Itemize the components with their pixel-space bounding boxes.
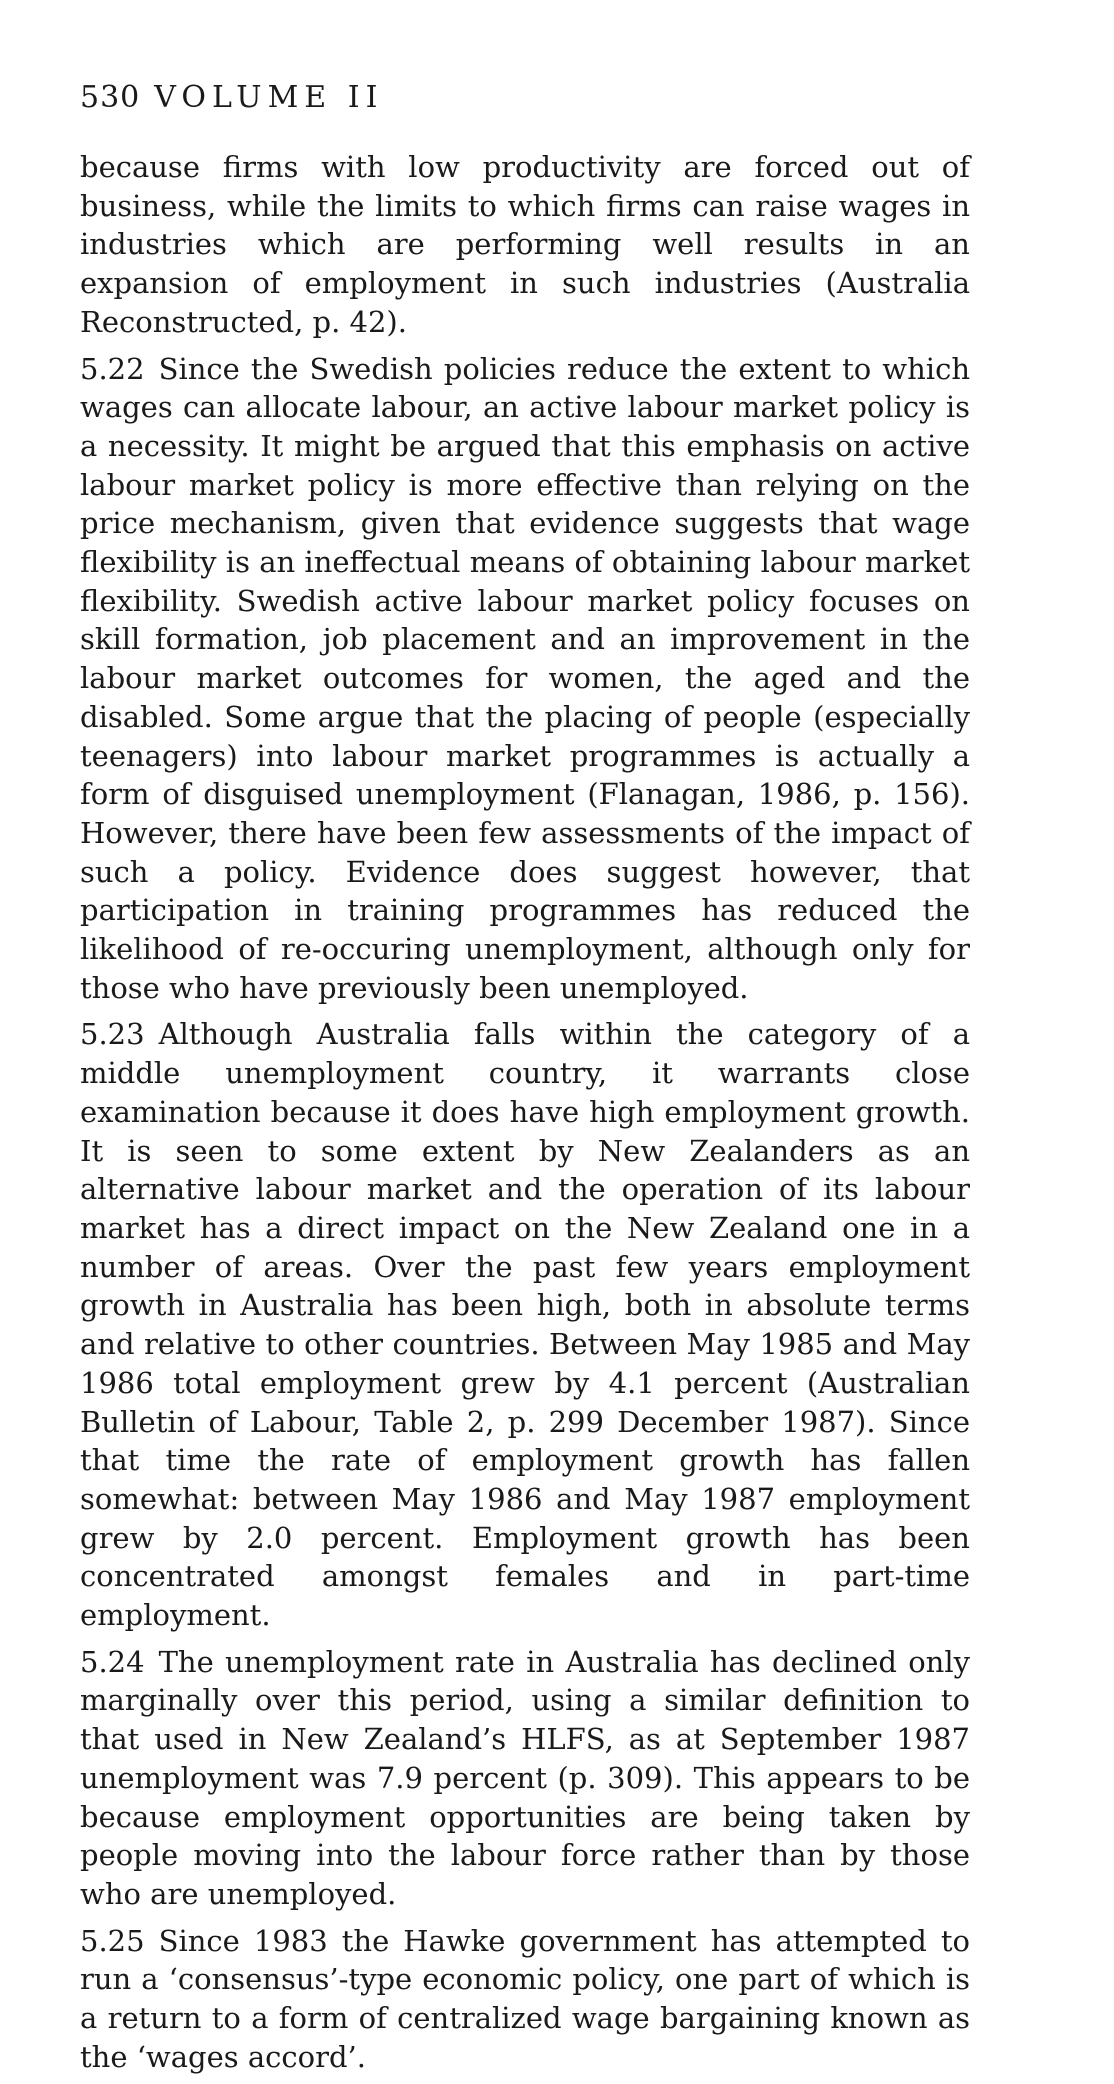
paragraph-5-25: [80, 1922, 970, 2077]
paragraph-number: 5.23: [80, 1017, 145, 1052]
paragraph-number: 5.22: [80, 351, 145, 386]
paragraph-text: Since the Swedish policies reduce the extent to which wages can allocate labour, an active labour market policy is a necessity. It might be argued that this emphasis on active labour market policy is more effective than relying on the price mechanism, given that evidence suggests that wage flexibility is an ineffectual means of obtaining labour market flexibility. Swedish active labour market policy focuses on skill formation, job placement and an improvement in the labour market outcomes for women, the aged and the disabled. Some argue that the placing of people (especially teenagers) into labour market programmes is actually a form of disguised unemployment (Flanagan, 1986, p. 156). However, there have been few assessments of the impact of such a policy. Evidence does suggest however, that participation in training programmes has reduced the likelihood of re-occuring unemployment, although only for those who have previously been unemployed.: [80, 351, 970, 1005]
paragraph-number: 5.24: [80, 1644, 145, 1679]
paragraph-5-23: [80, 1015, 970, 1634]
paragraph-text: The unemployment rate in Australia has declined only marginally over this period, using a similar definition to that used in New Zealand’s HLFS, as at September 1987 unemployment was 7.9 percent (p. 309). This appears to be because employment opportunities are being taken by people moving into the labour force rather than by those who are unemployed.: [80, 1644, 970, 1911]
document-page: [80, 78, 970, 2084]
page-number: 530: [80, 80, 141, 115]
paragraph-5-24: [80, 1643, 970, 1914]
paragraph-text: Since 1983 the Hawke government has attempted to run a ‘consensus’-type economic policy, one part of which is a return to a form of centralized wage bargaining known as the ‘wages accord’.: [80, 1923, 970, 2074]
volume-title: VOLUME II: [154, 80, 384, 115]
paragraph-number: 5.25: [80, 1923, 145, 1958]
paragraph-continued: [80, 148, 970, 342]
paragraph-5-22: [80, 350, 970, 1008]
paragraph-text: Although Australia falls within the category of a middle unemployment country, it warrants close examination because it does have high employment growth. It is seen to some extent by New Zealanders as an alternative labour market and the operation of its labour market has a direct impact on the New Zealand one in a number of areas. Over the past few years employment growth in Australia has been high, both in absolute terms and relative to other countries. Between May 1985 and May 1986 total employment grew by 4.1 percent (Australian Bulletin of Labour, Table 2, p. 299 December 1987). Since that time the rate of employment growth has fallen somewhat: between May 1986 and May 1987 employment grew by 2.0 percent. Employment growth has been concentrated amongst females and in part-time employment.: [80, 1017, 970, 1633]
paragraph-text: because firms with low productivity are forced out of business, while the limits to which firms can raise wages in industries which are performing well results in an expansion of employment in such industries (Australia Reconstructed, p. 42).: [80, 150, 970, 339]
running-header: [80, 78, 970, 118]
